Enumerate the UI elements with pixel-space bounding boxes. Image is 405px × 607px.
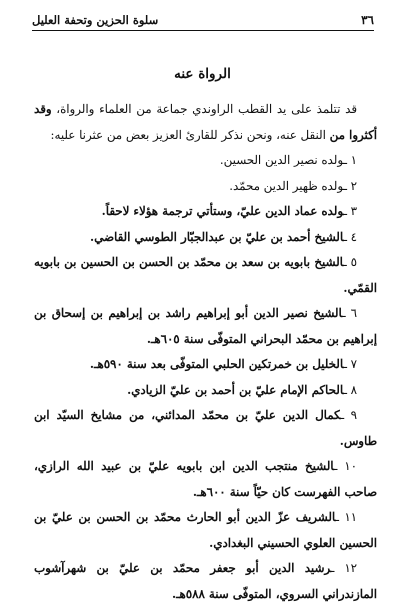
list-item: [34, 148, 377, 174]
list-item-text: الحاكم الإمام عليّ بن أحمد بن عليّ الزيادي.: [127, 382, 344, 397]
list-item-number: ١١ ـ: [335, 510, 357, 524]
list-item-text: الشيخ نصير الدين أبو إبراهيم راشد بن إبراهيم بن إسحاق بن إبراهيم بن محمّد البحراني المتوفّى سنة ٦٠٥هـ.: [34, 306, 377, 346]
list-item-text: ولده عماد الدين عليّ، وستأتي ترجمة هؤلاء لاحقاً.: [101, 204, 344, 218]
narrators-list: [34, 148, 377, 607]
body-text: [34, 97, 377, 607]
list-item-number: ١ ـ: [343, 153, 357, 167]
list-item-number: ٦ ـ: [342, 306, 357, 320]
running-header: [32, 12, 374, 31]
list-item: [34, 199, 377, 225]
list-item: [34, 174, 377, 200]
intro-emphasis: وقد أكثروا من: [34, 102, 377, 142]
list-item: [34, 454, 377, 505]
list-item: [34, 378, 377, 404]
list-item-number: ٢ ـ: [343, 178, 357, 193]
list-item-number: ٤ ـ: [343, 229, 357, 244]
list-item: [34, 352, 377, 378]
intro-text: قد تتلمذ على يد القطب الراوندي جماعة من العلماء والرواة،: [51, 102, 357, 116]
running-title: سلوة الحزين وتحفة العليل: [32, 13, 159, 27]
list-item-number: ٧ ـ: [343, 357, 357, 371]
section-title: الرواة عنه: [174, 66, 231, 82]
list-item: [34, 556, 377, 607]
list-item-text: الخليل بن خمرتكين الحلبي المتوفّى بعد سنة ٥٩٠هـ.: [89, 357, 344, 371]
intro-paragraph: [34, 97, 377, 148]
list-item-text: الشيخ أحمد بن عليّ بن عبدالجبّار الطوسي القاضي.: [90, 229, 344, 244]
list-item-text: كمال الدين عليّ بن محمّد المدائني، من مشايخ السيّد ابن طاوس.: [34, 408, 377, 448]
list-item-text: الشيخ بابويه بن سعد بن محمّد بن الحسن بن الحسين بن بابويه القمّي.: [34, 255, 377, 295]
list-item-number: ١٢ ـ: [330, 561, 357, 575]
list-item-number: ٣ ـ: [343, 204, 357, 218]
list-item-text: ولده نصير الدين الحسين.: [219, 153, 344, 167]
list-item-text: الشيخ منتجب الدين ابن بابويه عليّ بن عبيد الله الرازي، صاحب الفهرست كان حيّاً سنة ٦٠٠هـ.: [34, 459, 377, 499]
list-item-number: ٩ ـ: [340, 408, 357, 422]
list-item: [34, 250, 377, 301]
list-item-number: ٥ ـ: [343, 255, 357, 269]
list-item: [34, 225, 377, 251]
list-item-text: الشريف عزّ الدين أبو الحارث محمّد بن الحسن بن عليّ بن الحسين العلوي الحسيني البغدادي.: [34, 510, 377, 550]
intro-continuation: النقل عنه، ونحن نذكر للقارئ العزيز بعض من عثرنا عليه:: [50, 127, 330, 142]
list-item-text: ولده ظهير الدين محمّد.: [229, 178, 344, 193]
list-item-number: ٨ ـ: [343, 382, 357, 397]
list-item-number: ١٠ ـ: [333, 459, 357, 473]
list-item: [34, 505, 377, 556]
list-item-text: رشيد الدين أبو جعفر محمّد بن عليّ بن شهرآشوب المازندراني السروي، المتوفّى سنة ٥٨٨هـ.: [34, 561, 377, 601]
list-item: [34, 403, 377, 454]
page-number: ٣٦: [361, 13, 374, 27]
list-item: [34, 301, 377, 352]
